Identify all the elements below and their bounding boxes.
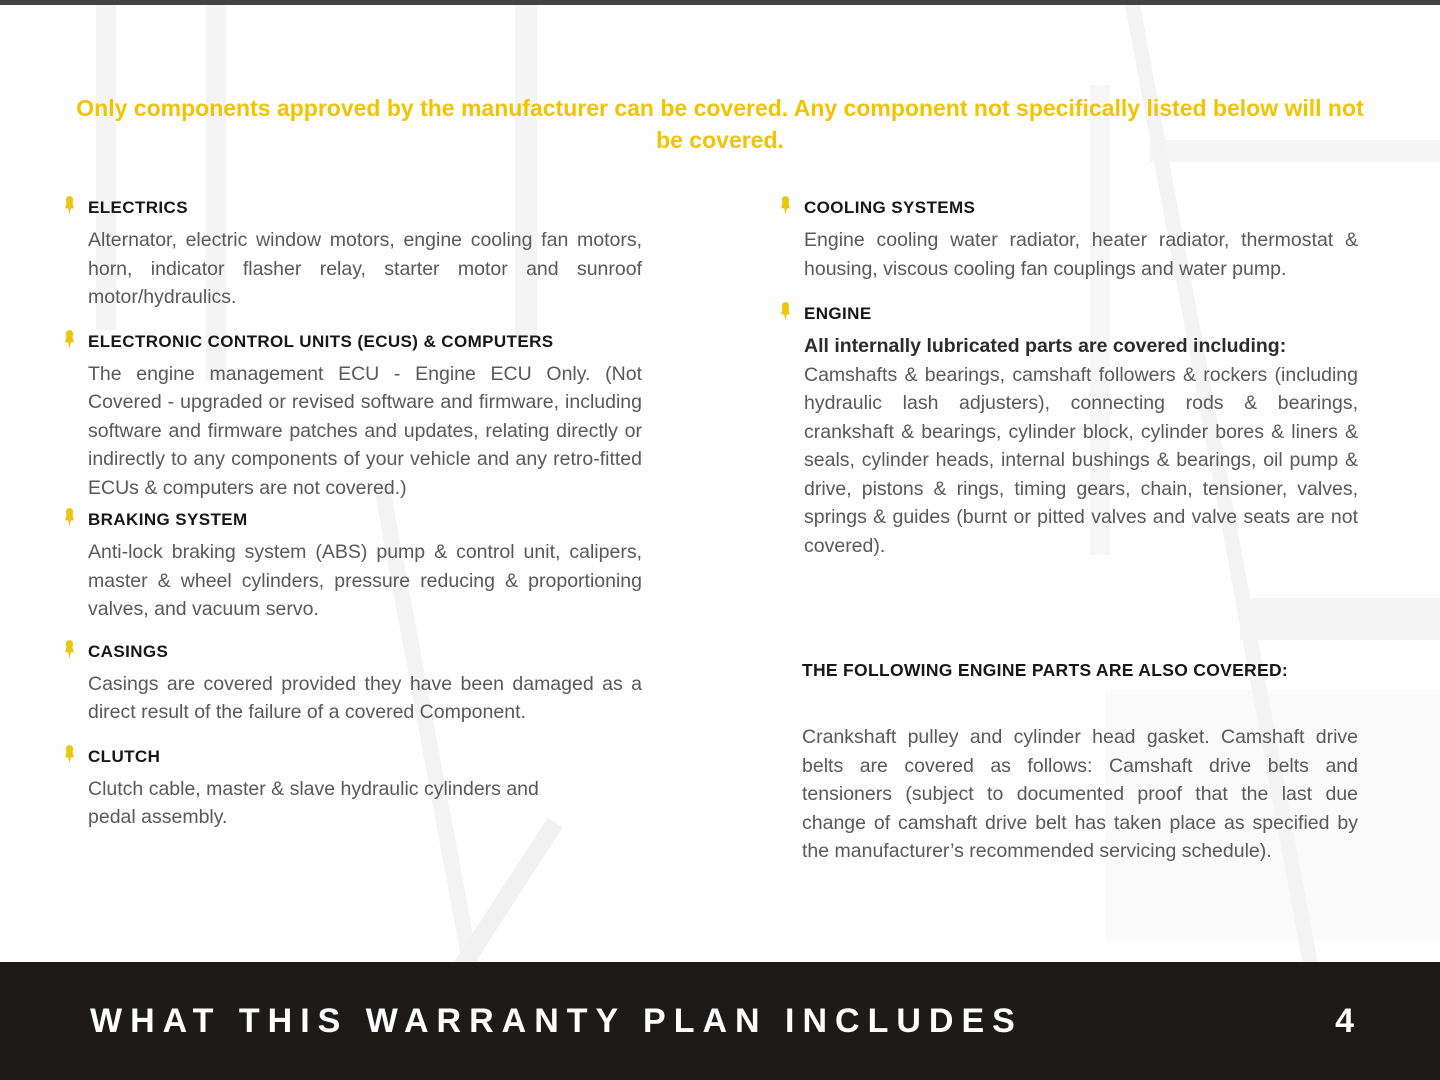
section-heading xyxy=(778,196,1358,218)
also-covered-body: Crankshaft pulley and cylinder head gasket. Camshaft drive belts are covered as follows: Camshaft drive belts and tensioners (subject to documented proof that the last due change of camshaft drive belt has taken place as specified by the manufacturer’s recommended servicing schedule). xyxy=(802,726,1358,862)
pin-icon xyxy=(778,301,793,322)
section-engine-parts-also-covered xyxy=(802,660,1358,866)
pin-icon xyxy=(62,329,77,350)
pin-icon xyxy=(62,507,77,528)
section-title: ELECTRONIC CONTROL UNITS (ECUS) & COMPUTERS xyxy=(88,331,554,351)
pin-icon xyxy=(62,639,77,660)
right-column xyxy=(778,196,1358,885)
footer-title: WHAT THIS WARRANTY PLAN INCLUDES xyxy=(90,1001,1023,1040)
section-body xyxy=(804,332,1358,560)
pin-icon xyxy=(62,744,77,765)
also-covered-heading: THE FOLLOWING ENGINE PARTS ARE ALSO COVERED: xyxy=(802,660,1289,680)
section-body: Alternator, electric window motors, engine cooling fan motors, horn, indicator flasher relay, starter motor and sunroof motor/hydraulics. xyxy=(88,229,642,308)
section-heading xyxy=(62,508,642,530)
section-title: BRAKING SYSTEM xyxy=(88,510,248,529)
section-cooling-systems xyxy=(778,196,1358,283)
section-casings xyxy=(62,640,642,727)
section-ecus xyxy=(62,330,642,503)
section-electrics xyxy=(62,196,642,312)
left-column xyxy=(62,196,642,848)
section-body: Anti-lock braking system (ABS) pump & control unit, calipers, master & wheel cylinders, pressure reducing & proportioning valves, and vacuum servo. xyxy=(88,541,642,620)
section-body-text: Camshafts & bearings, camshaft followers & rockers (including hydraulic lash adjusters), connecting rods & bearings, crankshaft & bearings, cylinder block, cylinder bores & liners & seals, cylinder heads, internal bushings & bearings, oil pump & drive, pistons & rings, timing gears, chain, tensioner, valves, springs & guides (burnt or pitted valves and valve seats are not covered). xyxy=(804,363,1358,557)
section-title: COOLING SYSTEMS xyxy=(804,198,976,217)
coverage-notice: Only components approved by the manufacturer can be covered. Any component not specifically listed below will not be covered. xyxy=(76,95,1364,153)
section-clutch xyxy=(62,745,642,832)
section-body: Engine cooling water radiator, heater radiator, thermostat & housing, viscous cooling fan couplings and water pump. xyxy=(804,229,1358,280)
page-top-edge xyxy=(0,0,1440,5)
section-braking-system xyxy=(62,508,642,624)
section-title: CLUTCH xyxy=(88,746,161,766)
section-title: ENGINE xyxy=(804,304,872,323)
page-number: 4 xyxy=(1335,1001,1354,1040)
pin-icon xyxy=(62,195,77,216)
section-body: The engine management ECU - Engine ECU Only. (Not Covered - upgraded or revised software and firmware, including software and firmware patches and updates, relating directly or indirectly to any components of your vehicle and any retro-fitted ECUs & computers are not covered.) xyxy=(88,362,642,499)
section-heading xyxy=(62,745,642,767)
section-lead-text: All internally lubricated parts are covered including: xyxy=(804,335,1287,357)
section-heading xyxy=(778,302,1358,324)
section-body: Clutch cable, master & slave hydraulic cylinders and pedal assembly. xyxy=(88,777,539,828)
footer-bar xyxy=(0,962,1440,1080)
section-title: ELECTRICS xyxy=(88,198,188,217)
section-heading xyxy=(62,330,642,352)
section-heading xyxy=(62,196,642,218)
section-title: CASINGS xyxy=(88,641,169,661)
section-body: Casings are covered provided they have been damaged as a direct result of the failure of a covered Component. xyxy=(88,672,642,723)
pin-icon xyxy=(778,195,793,216)
section-engine xyxy=(778,302,1358,560)
section-heading xyxy=(62,640,642,662)
